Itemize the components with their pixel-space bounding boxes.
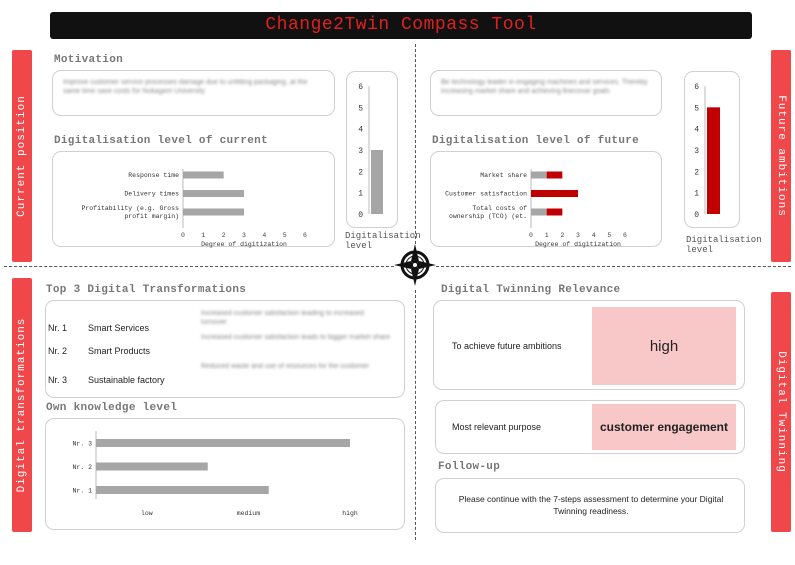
twinning-title: Digital Twinning Relevance bbox=[441, 284, 621, 296]
category-label: ownership (TCO) (et. bbox=[448, 213, 527, 220]
category-label: Nr. 3 bbox=[72, 440, 92, 448]
tab-digital-transformations[interactable] bbox=[12, 278, 32, 532]
x-tick-label: medium bbox=[236, 510, 261, 517]
y-tick-label: 4 bbox=[694, 125, 699, 135]
category-label: Customer satisfaction bbox=[445, 190, 527, 198]
y-tick-label: 5 bbox=[358, 104, 363, 114]
category-label: profit margin) bbox=[124, 213, 179, 220]
x-tick-label: 5 bbox=[282, 232, 287, 239]
bar bbox=[183, 209, 244, 216]
tab-future-ambitions[interactable] bbox=[771, 50, 791, 262]
ambitions-label: To achieve future ambitions bbox=[452, 341, 562, 351]
y-tick-label: 0 bbox=[694, 211, 699, 220]
motivation-title: Motivation bbox=[54, 54, 124, 66]
tab-current-position[interactable] bbox=[12, 50, 32, 262]
transformation-1-nr: Nr. 1 bbox=[48, 323, 68, 333]
future-motivation-text: Be technology leader in engaging machines and services. Thereby increasing market share and achieving linecovar goals bbox=[441, 79, 648, 95]
future-level-card bbox=[684, 71, 740, 228]
y-tick-label: 2 bbox=[694, 168, 699, 178]
current-chart-title: Digitalisation level of current bbox=[54, 135, 268, 147]
transformations-card bbox=[45, 300, 405, 398]
x-tick-label: high bbox=[342, 510, 358, 517]
y-tick-label: 1 bbox=[358, 189, 363, 199]
transformation-1-name: Smart Services bbox=[88, 323, 150, 333]
transformation-2-nr: Nr. 2 bbox=[48, 346, 68, 356]
current-digitization-chart bbox=[53, 152, 336, 248]
tab-digital-transformations-label: Digital transformations bbox=[16, 317, 28, 493]
level-bar bbox=[371, 150, 383, 214]
future-chart-card bbox=[430, 151, 662, 247]
category-label: Market share bbox=[480, 172, 527, 179]
transformation-3-name: Sustainable factory bbox=[88, 375, 165, 385]
bar-segment bbox=[531, 172, 547, 179]
x-tick-label: low bbox=[140, 510, 153, 517]
x-tick-label: 2 bbox=[560, 232, 565, 239]
purpose-value: customer engagement bbox=[592, 404, 736, 450]
transformation-3-desc: Reduced waste and use of resources for the customer bbox=[201, 363, 370, 370]
bar bbox=[96, 486, 269, 494]
future-motivation-card bbox=[430, 70, 662, 116]
category-label: Profitability (e.g. Gross bbox=[81, 205, 179, 212]
x-tick-label: 4 bbox=[262, 232, 267, 239]
category-label: Total costs of bbox=[472, 205, 527, 212]
bar-segment bbox=[547, 209, 563, 216]
y-tick-label: 5 bbox=[694, 104, 699, 114]
current-motivation-text: Improve customer service processes damage due to unfitting packaging, at the same time save costs for Nukagem University bbox=[63, 79, 308, 95]
x-tick-label: 4 bbox=[591, 232, 596, 239]
y-tick-label: 1 bbox=[694, 189, 699, 199]
transformation-2-desc: Increased customer satisfaction leads to bigger market share bbox=[201, 334, 391, 341]
x-tick-label: 1 bbox=[201, 232, 206, 239]
x-tick-label: 6 bbox=[303, 232, 307, 239]
tab-current-position-label: Current position bbox=[16, 95, 28, 217]
future-digitization-chart bbox=[431, 152, 663, 248]
x-tick-label: 3 bbox=[576, 232, 580, 239]
transformation-2-name: Smart Products bbox=[88, 346, 151, 356]
category-label: Response time bbox=[128, 172, 179, 179]
x-axis-label: Degree of digitization bbox=[201, 241, 287, 248]
x-tick-label: 1 bbox=[544, 232, 549, 239]
y-tick-label: 3 bbox=[358, 147, 363, 156]
bar bbox=[183, 190, 244, 197]
divider-top bbox=[415, 44, 416, 244]
x-tick-label: 5 bbox=[607, 232, 612, 239]
x-axis-label: Degree of digitization bbox=[535, 241, 621, 248]
followup-title: Follow-up bbox=[438, 461, 501, 473]
bar-segment bbox=[531, 190, 578, 197]
knowledge-title: Own knowledge level bbox=[46, 402, 178, 414]
knowledge-chart bbox=[46, 419, 406, 531]
bar bbox=[96, 463, 208, 471]
x-tick-label: 2 bbox=[221, 232, 226, 239]
twinning-ambitions-card bbox=[433, 300, 745, 390]
twinning-purpose-card bbox=[435, 400, 745, 454]
current-level-label: Digitalisation level bbox=[345, 231, 421, 251]
y-tick-label: 2 bbox=[358, 168, 363, 178]
future-level-chart bbox=[685, 72, 741, 229]
transformation-1-desc: Increased customer satisfaction leading to increased turnover bbox=[201, 310, 365, 326]
purpose-label: Most relevant purpose bbox=[452, 422, 542, 432]
x-tick-label: 0 bbox=[181, 232, 185, 239]
bar-segment bbox=[531, 209, 547, 216]
category-label: Nr. 2 bbox=[72, 464, 92, 471]
page-title: Change2Twin Compass Tool bbox=[50, 12, 752, 39]
divider-right bbox=[436, 266, 791, 267]
followup-text: Please continue with the 7-steps assessment to determine your Digital Twinning readiness. bbox=[458, 494, 724, 516]
current-chart-card bbox=[52, 151, 335, 247]
ambitions-value: high bbox=[592, 307, 736, 385]
current-level-card bbox=[346, 71, 398, 228]
transformations-title: Top 3 Digital Transformations bbox=[46, 284, 247, 296]
knowledge-card bbox=[45, 418, 405, 530]
y-tick-label: 6 bbox=[694, 83, 699, 92]
transformation-3-nr: Nr. 3 bbox=[48, 375, 68, 385]
current-motivation-card bbox=[52, 70, 335, 116]
followup-card bbox=[435, 478, 745, 533]
tab-digital-twinning-label: Digital Twinning bbox=[775, 351, 787, 473]
x-tick-label: 6 bbox=[623, 232, 627, 239]
y-tick-label: 0 bbox=[358, 211, 363, 220]
tab-digital-twinning[interactable] bbox=[771, 292, 791, 532]
current-level-chart bbox=[347, 72, 399, 229]
bar bbox=[96, 439, 350, 447]
y-tick-label: 4 bbox=[358, 125, 363, 135]
x-tick-label: 3 bbox=[242, 232, 246, 239]
divider-left bbox=[4, 266, 394, 267]
level-bar bbox=[707, 107, 720, 214]
y-tick-label: 3 bbox=[694, 147, 699, 156]
divider-bottom bbox=[415, 290, 416, 540]
y-tick-label: 6 bbox=[358, 83, 363, 92]
bar-segment bbox=[547, 172, 563, 179]
future-chart-title: Digitalisation level of future bbox=[432, 135, 640, 147]
x-tick-label: 0 bbox=[529, 232, 533, 239]
category-label: Nr. 1 bbox=[72, 487, 92, 495]
tab-future-ambitions-label: Future ambitions bbox=[775, 95, 787, 217]
bar bbox=[183, 172, 224, 179]
category-label: Delivery times bbox=[124, 190, 179, 198]
future-level-label: Digitalisation level bbox=[686, 235, 762, 255]
